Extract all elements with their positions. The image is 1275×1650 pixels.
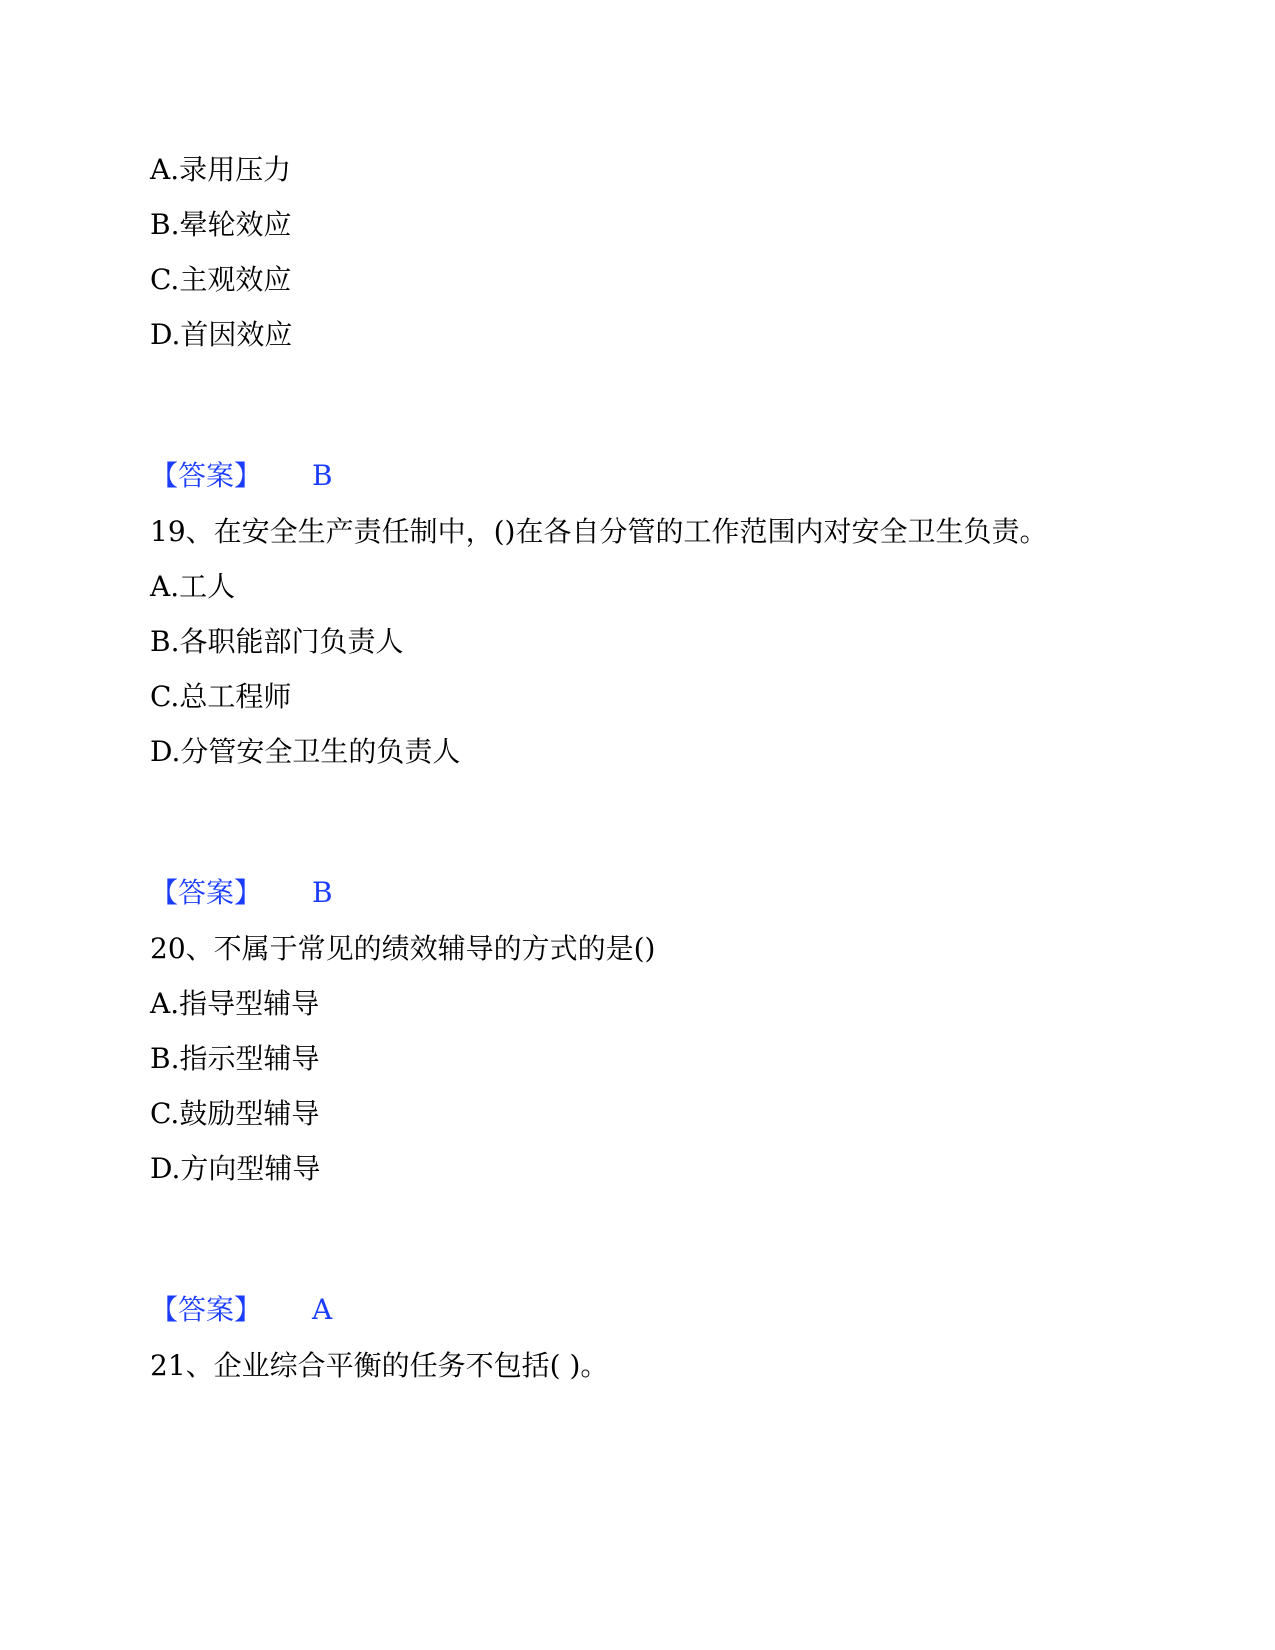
answer-line <box>150 873 333 913</box>
answer-value: B <box>312 459 333 492</box>
answer-label: 【答案】 <box>150 459 263 492</box>
option-b: B.晕轮效应 <box>150 208 292 241</box>
answer-value: B <box>312 876 333 909</box>
option-a: A.工人 <box>150 570 236 603</box>
option-a: A.录用压力 <box>150 153 292 186</box>
question-text: 19、在安全生产责任制中，()在各自分管的工作范围内对安全卫生负责。 <box>150 515 1048 548</box>
option-d: D.分管安全卫生的负责人 <box>150 735 461 768</box>
option-d: D.方向型辅导 <box>150 1152 321 1185</box>
answer-line <box>150 1290 332 1330</box>
option-a: A.指导型辅导 <box>150 987 320 1020</box>
option-c: C.总工程师 <box>150 680 292 713</box>
option-b: B.指示型辅导 <box>150 1042 320 1075</box>
question-text: 21、企业综合平衡的任务不包括( )。 <box>150 1349 609 1382</box>
answer-line <box>150 456 333 496</box>
option-c: C.主观效应 <box>150 263 292 296</box>
option-c: C.鼓励型辅导 <box>150 1097 320 1130</box>
question-text: 20、不属于常见的绩效辅导的方式的是() <box>150 932 656 965</box>
option-d: D.首因效应 <box>150 318 293 351</box>
answer-value: A <box>312 1293 333 1326</box>
option-b: B.各职能部门负责人 <box>150 625 404 658</box>
answer-label: 【答案】 <box>150 876 263 909</box>
answer-label: 【答案】 <box>150 1293 263 1326</box>
